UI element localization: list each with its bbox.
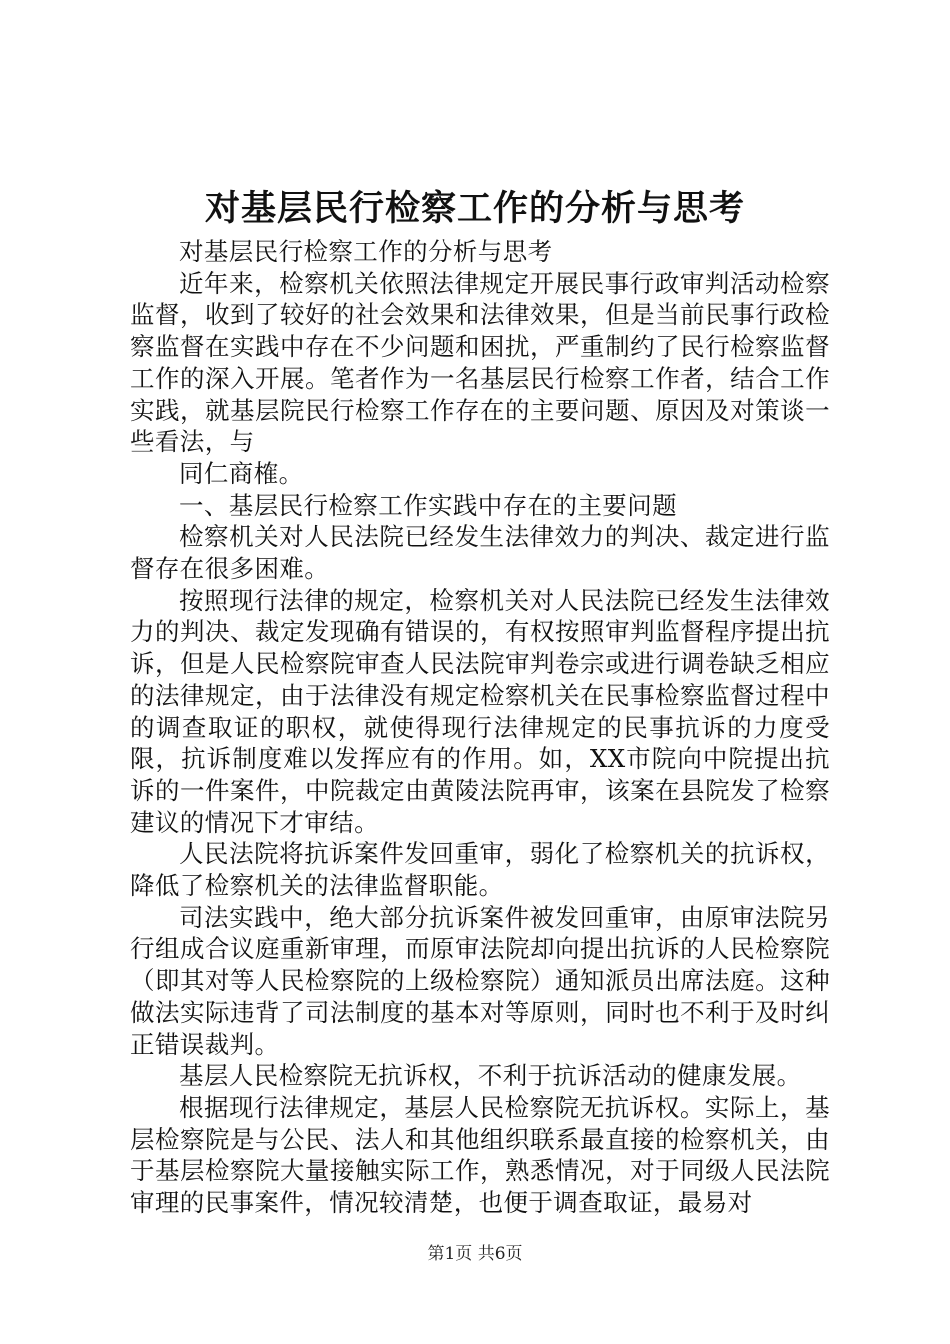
- page-number-footer: 第1页 共6页: [427, 1244, 523, 1264]
- paragraph: 人民法院将抗诉案件发回重审，弱化了检察机关的抗诉权，降低了检察机关的法律监督职能。: [130, 839, 830, 901]
- paragraph: 根据现行法律规定，基层人民检察院无抗诉权。实际上，基层检察院是与公民、法人和其他组织联系最直接的检察机关，由于基层检察院大量接触实际工作，熟悉情况，对于同级人民法院审理的民事案件，情况较清楚，也便于调查取证，最易对: [130, 1092, 830, 1218]
- paragraph: 按照现行法律的规定，检察机关对人民法院已经发生法律效力的判决、裁定发现确有错误的，有权按照审判监督程序提出抗诉，但是人民检察院审查人民法院审判卷宗或进行调卷缺乏相应的法律规定，由于法律没有规定检察机关在民事检察监督过程中的调查取证的职权，就使得现行法律规定的民事抗诉的力度受限，抗诉制度难以发挥应有的作用。如，XX市院向中院提出抗诉的一件案件，中院裁定由黄陵法院再审，该案在县院发了检察建议的情况下才审结。: [130, 585, 830, 837]
- section-heading: 一、基层民行检察工作实践中存在的主要问题: [179, 490, 677, 520]
- paragraph: 基层人民检察院无抗诉权，不利于抗诉活动的健康发展。: [179, 1061, 802, 1091]
- paragraph: 检察机关对人民法院已经发生法律效力的判决、裁定进行监督存在很多困难。: [130, 522, 830, 584]
- paragraph: 司法实践中，绝大部分抗诉案件被发回重审，由原审法院另行组成合议庭重新审理，而原审法院却向提出抗诉的人民检察院（即其对等人民检察院的上级检察院）通知派员出席法庭。这种做法实际违背了司法制度的基本对等原则，同时也不利于及时纠正错误裁判。: [130, 902, 830, 1059]
- paragraph-intro: 近年来，检察机关依照法律规定开展民事行政审判活动检察监督，收到了较好的社会效果和法律效果，但是当前民事行政检察监督在实践中存在不少问题和困扰，严重制约了民行检察监督工作的深入开展。笔者作为一名基层民行检察工作者，结合工作实践，就基层院民行检察工作存在的主要问题、原因及对策谈一些看法，与: [130, 268, 830, 457]
- document-body: [130, 236, 830, 1219]
- paragraph-subtitle: 对基层民行检察工作的分析与思考: [179, 237, 553, 266]
- paragraph-intro-continued: 同仁商榷。: [179, 458, 304, 488]
- document-title: 对基层民行检察工作的分析与思考: [204, 188, 745, 229]
